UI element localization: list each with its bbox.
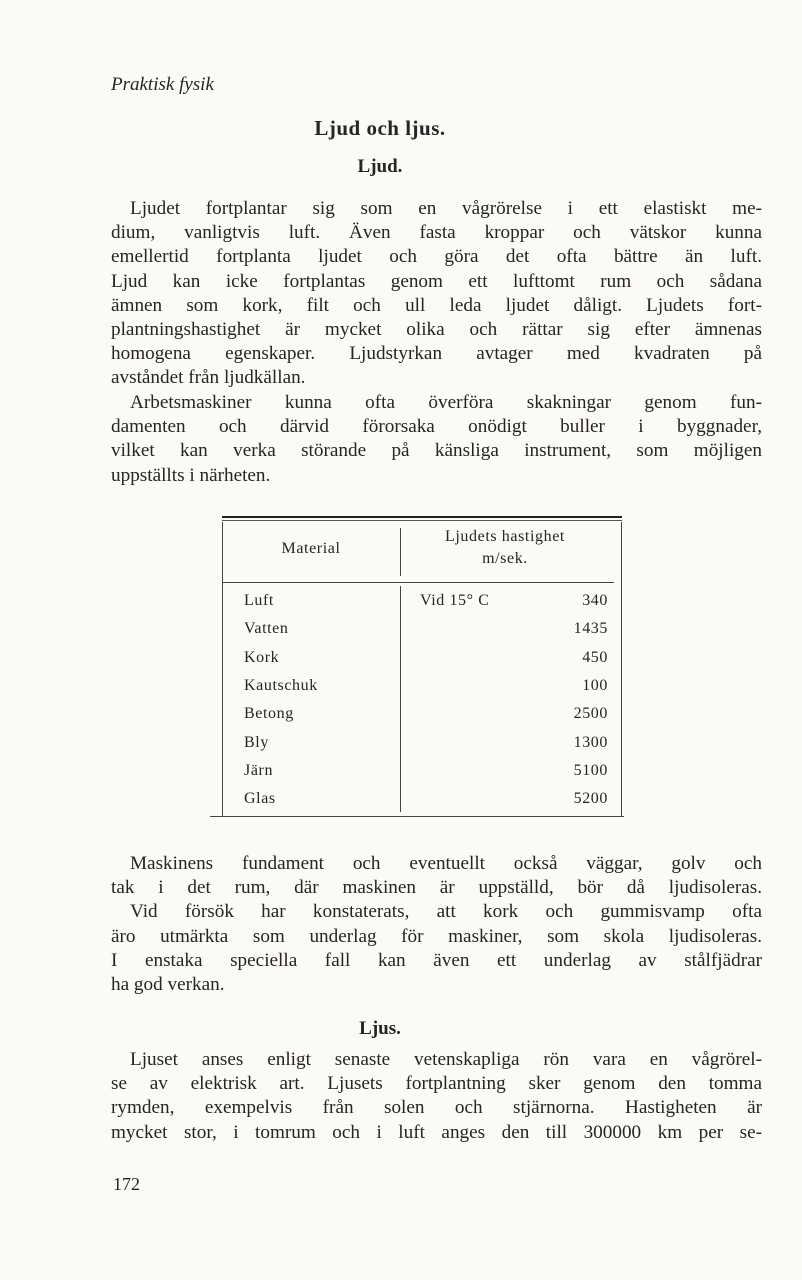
table-row [222,762,622,790]
text-line: tak i det rum, där maskinen är uppställd, bör då ljudisoleras. [111,877,762,899]
material-cell: Betong [244,705,294,723]
speed-cell: 5200 [573,790,608,808]
text-line: uppställts i närheten. [111,464,271,486]
material-cell: Vatten [244,620,289,638]
table-top-rule [222,516,622,518]
page-title: Ljud och ljus. [314,116,446,140]
table-row [222,649,622,677]
text-line: avståndet från ljudkällan. [111,367,306,389]
table-row [222,677,622,705]
speed-cell: 1300 [573,733,608,751]
text-line: Ljudet fortplantar sig som en vågrörelse i ett elastiskt me- [130,198,762,219]
header-separator [222,582,614,583]
text-line: I enstaka speciella fall kan även ett underlag av stålfjädrar [111,949,762,971]
text-line: Vid försök har konstaterats, att kork och gummisvamp ofta [130,901,762,923]
table-row [222,592,622,620]
speed-cell: 450 [582,648,608,666]
table-row [222,620,622,648]
speed-cell: 1435 [573,620,608,638]
text-line: Ljuset anses enligt senaste vetenskapliga rön vara en vågrörel- [130,1049,762,1070]
paragraph-2 [111,391,762,488]
text-line: mycket stor, i tomrum och i luft anges den till 300000 km per se- [111,1121,762,1143]
text-line: Ljud kan icke fortplantas genom ett lufttomt rum och sådana [111,270,762,292]
paragraph-3 [111,852,762,997]
text-line: ha god verkan. [111,973,225,995]
paragraph-1 [111,197,762,391]
column-header-material: Material [281,540,341,557]
page-number: 172 [113,1174,140,1194]
speed-cell: 5100 [573,761,608,779]
column-header-speed-line2: m/sek. [482,550,528,567]
material-cell: Glas [244,790,276,808]
speed-cell: 2500 [573,705,608,723]
text-line: äro utmärkta som underlag för maskiner, som skola ljudisoleras. [111,925,762,947]
text-line: homogena egenskaper. Ljudstyrkan avtager med kvadraten på [111,343,762,365]
text-line: vilket kan verka störande på känsliga instrument, som möjligen [111,440,762,462]
sound-speed-table [222,516,622,816]
material-cell: Luft [244,592,274,609]
speed-cell: 100 [582,676,608,694]
table-top-rule-thin [222,520,622,521]
text-line: damenten och därvid förorsaka onödigt buller i byggnader, [111,416,762,438]
speed-cell: 340 [582,592,608,609]
paragraph-4 [111,1048,762,1145]
material-cell: Kork [244,648,280,666]
section-heading-ljus: Ljus. [359,1018,401,1039]
text-line: dium, vanligtvis luft. Även fasta kroppar och vätskor kunna [111,222,762,244]
material-cell: Kautschuk [244,676,318,694]
material-cell: Järn [244,761,274,779]
text-line: ämnen som kork, filt och ull leda ljudet dåligt. Ljudets fort- [111,294,762,316]
text-line: emellertid fortplanta ljudet och göra det ofta bättre än luft. [111,246,762,268]
running-header: Praktisk fysik [111,74,214,95]
text-line: plantningshastighet är mycket olika och rättar sig efter ämnenas [111,318,762,340]
table-row [222,734,622,762]
column-header-speed-line1: Ljudets hastighet [445,528,565,545]
table-row [222,790,622,818]
material-cell: Bly [244,733,269,751]
note-cell: Vid 15° C [420,592,490,609]
column-header-speed [400,526,610,570]
text-line: rymden, exempelvis från solen och stjärnorna. Hastigheten är [111,1097,762,1119]
text-line: Arbetsmaskiner kunna ofta överföra skakningar genom fun- [130,392,762,413]
text-line: Maskinens fundament och eventuellt också väggar, golv och [130,853,762,874]
text-line: se av elektrisk art. Ljusets fortplantning sker genom den tomma [111,1073,762,1095]
table-row [222,705,622,733]
section-heading-ljud: Ljud. [357,156,403,177]
